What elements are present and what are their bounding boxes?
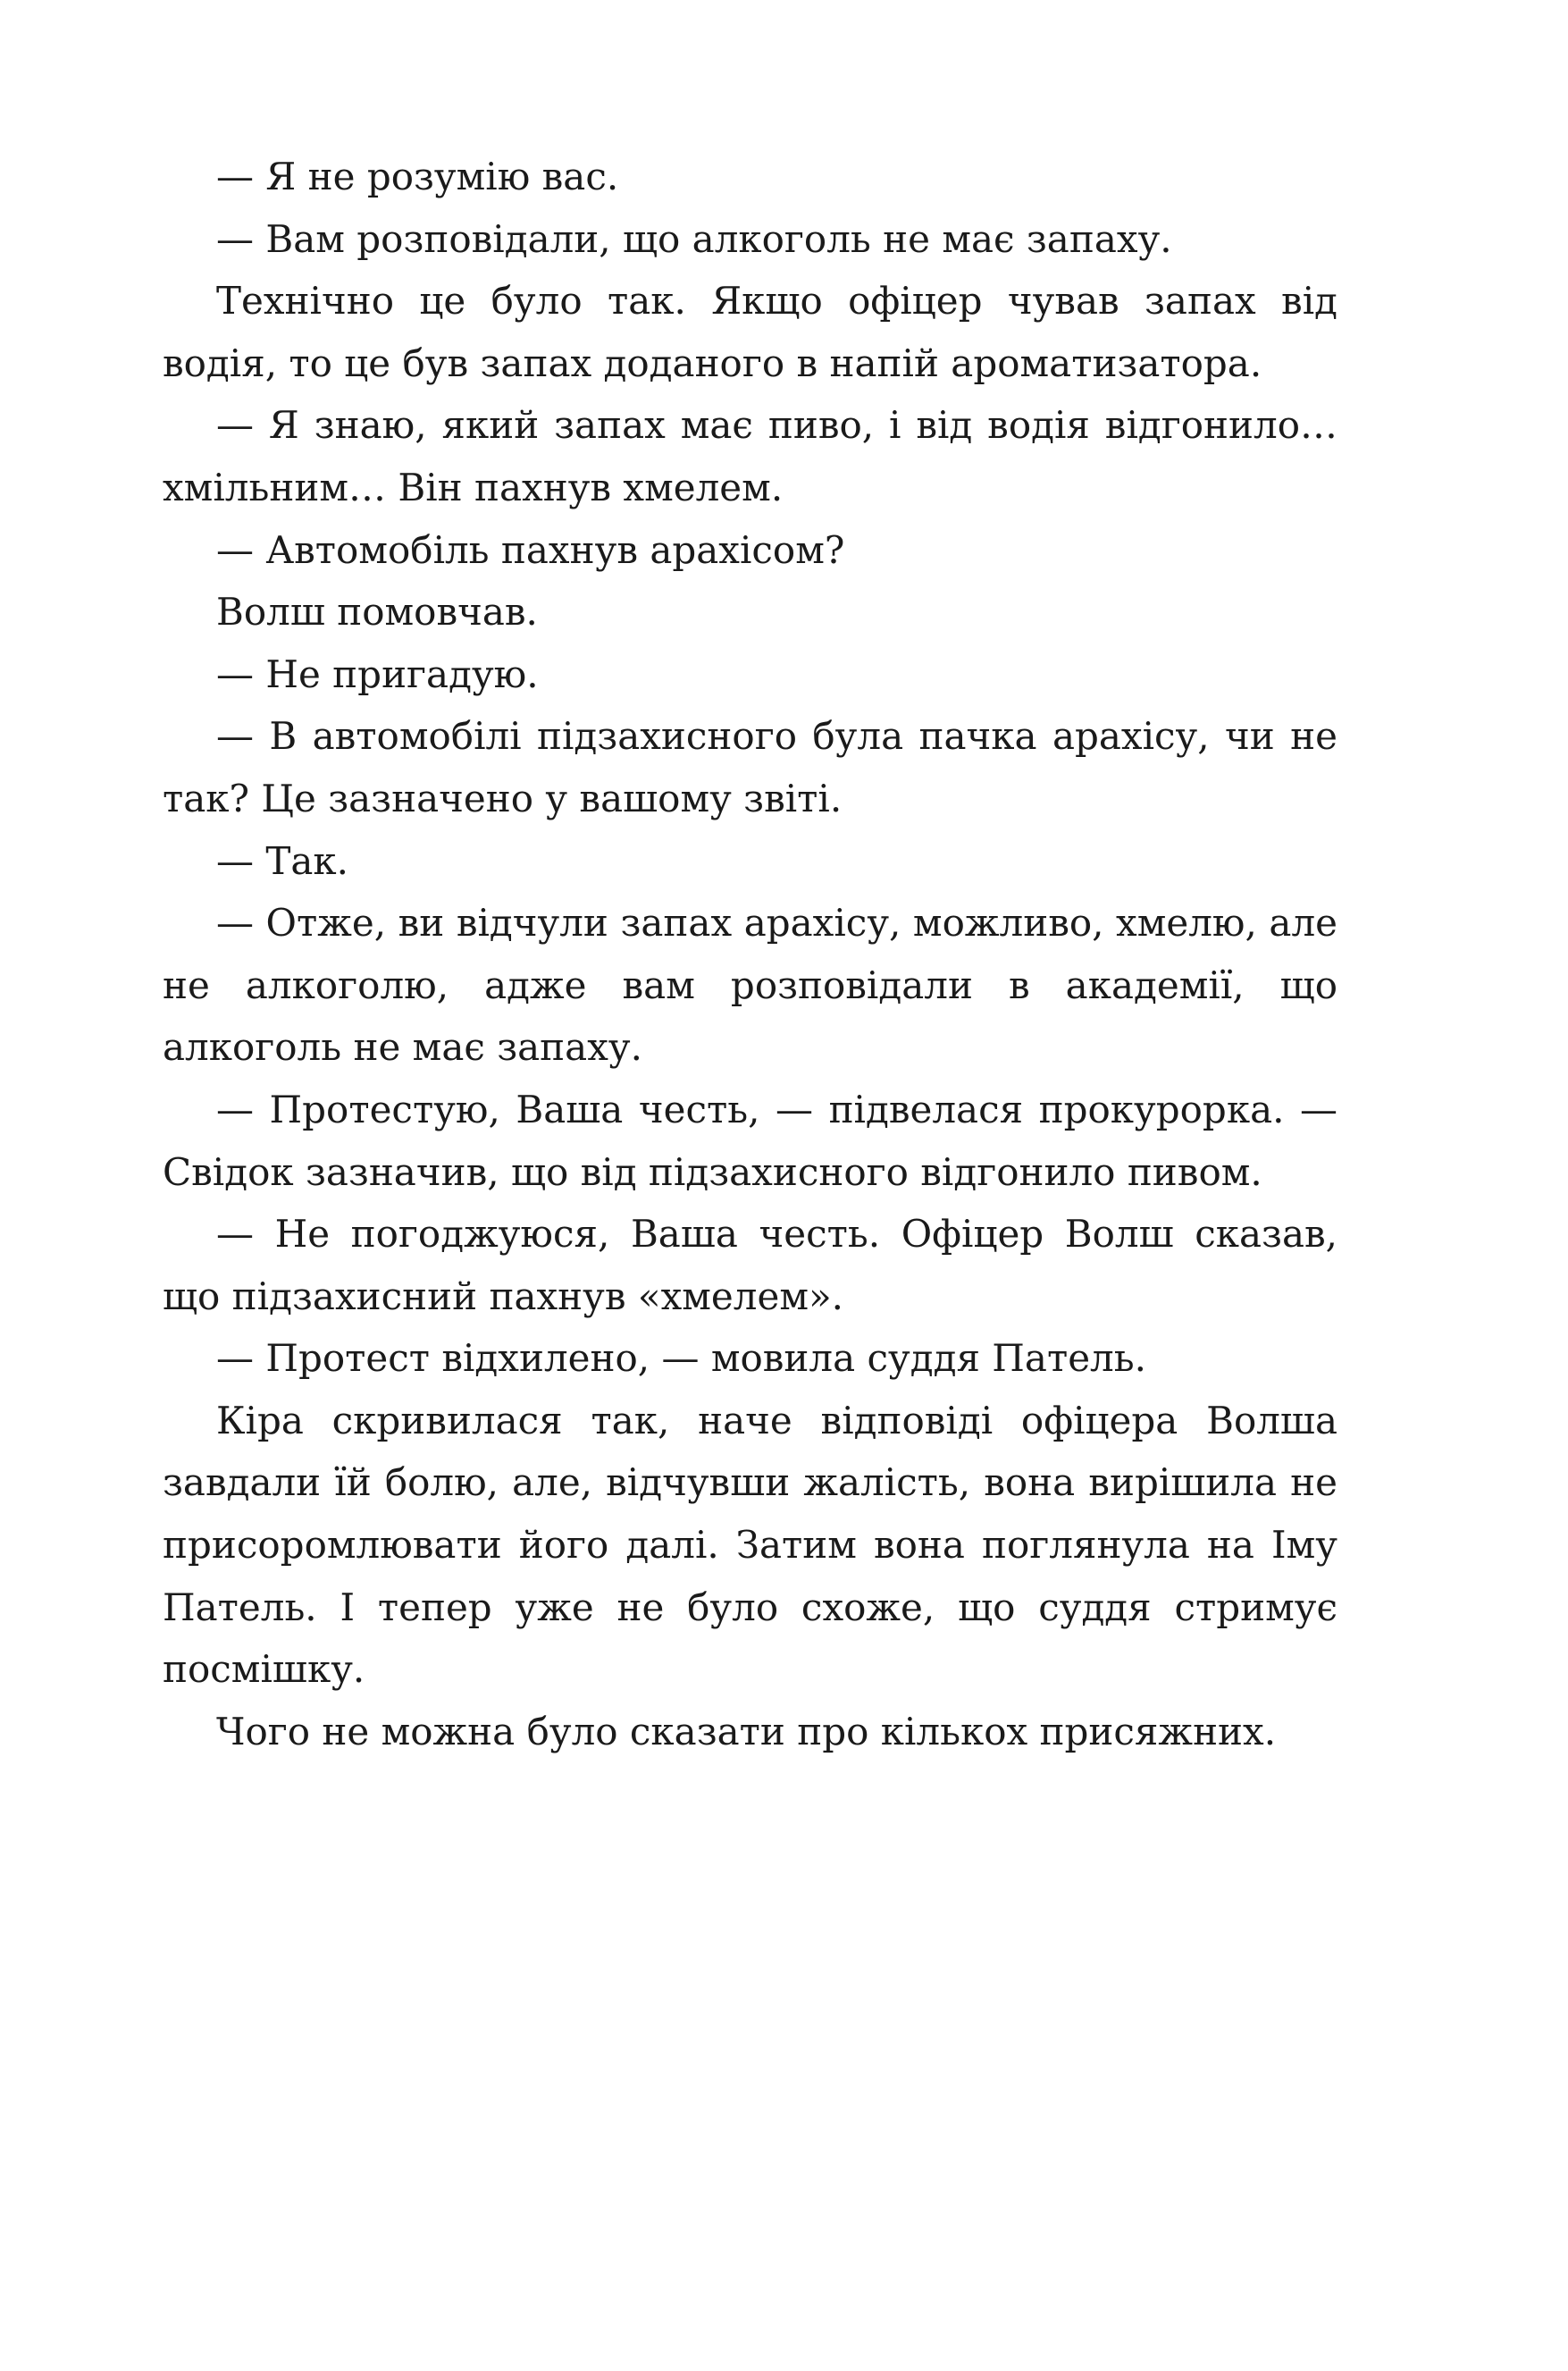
paragraph: — Протест відхилено, — мовила суддя Патель.	[216, 1336, 1146, 1381]
paragraph: Кіра скривилася так, наче відповіді офіцера Волша завдали їй болю, але, відчувши жалість, вона вирішила не присоромлювати його далі. Затим вона поглянула на Іму Патель. І тепер уже не було схоже, що суддя стримує посмішку.	[163, 1398, 1337, 1692]
paragraph: — Я знаю, який запах має пиво, і від водія відгонило… хмільним… Він пахнув хмелем.	[163, 403, 1337, 509]
paragraph: — Вам розповідали, що алкоголь не має запаху.	[216, 216, 1172, 261]
paragraph: — Не погоджуюся, Ваша честь. Офіцер Волш сказав, що підзахисний пахнув «хмелем».	[163, 1212, 1337, 1318]
paragraph: — Так.	[216, 838, 349, 883]
paragraph: — Я не розумію вас.	[216, 155, 619, 198]
paragraph: — Автомобіль пахнув арахісом?	[216, 527, 845, 572]
paragraph: — Не пригадую.	[216, 652, 539, 696]
paragraph: Технічно це було так. Якщо офіцер чував запах від водія, то це був запах доданого в напій ароматизатора.	[163, 279, 1337, 385]
paragraph: — Отже, ви відчули запах арахісу, можливо, хмелю, але не алкоголю, адже вам розповідали в академії, що алкоголь не має запаху.	[163, 901, 1337, 1070]
paragraph: Чого не можна було сказати про кількох присяжних.	[216, 1709, 1277, 1753]
paragraph: — Протестую, Ваша честь, — підвелася прокурорка. — Свідок зазначив, що від підзахисного відгонило пивом.	[163, 1087, 1337, 1194]
paragraph: — В автомобілі підзахисного була пачка арахісу, чи не так? Це зазначено у вашому звіті.	[163, 714, 1337, 820]
paragraph: Волш помовчав.	[216, 590, 538, 635]
body-text	[163, 146, 1337, 1762]
